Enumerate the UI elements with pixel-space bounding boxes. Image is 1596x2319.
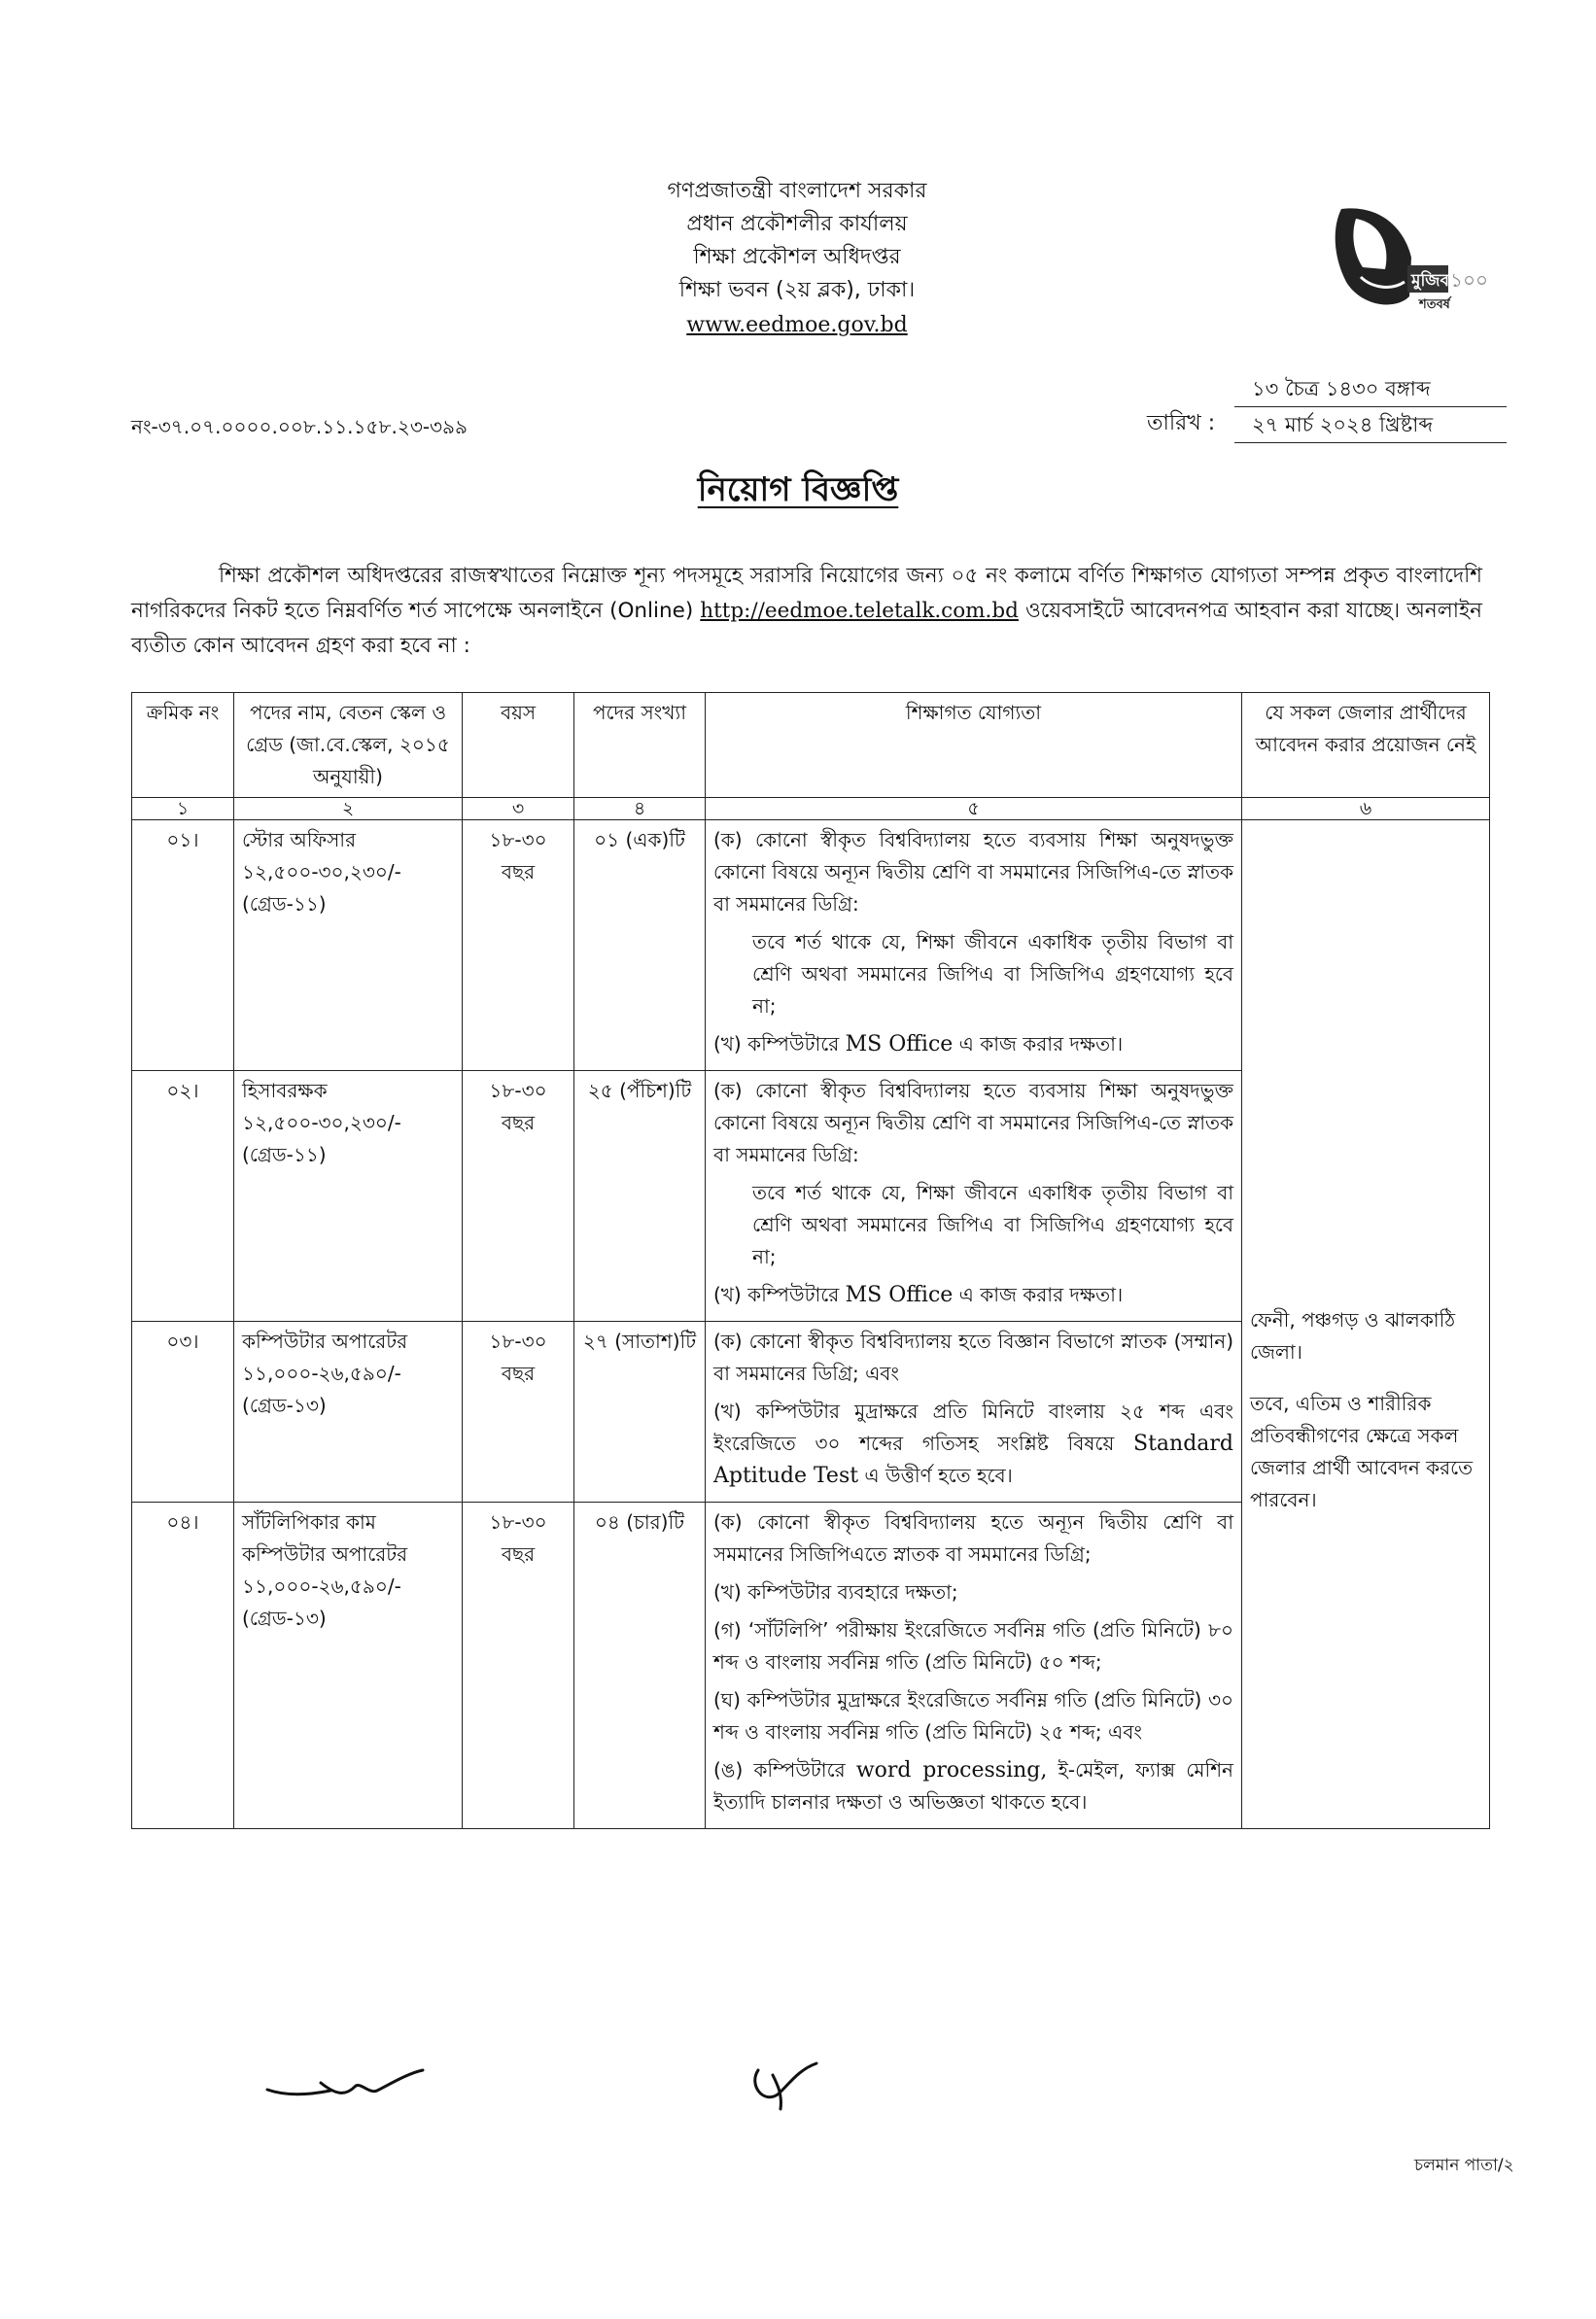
row-count: ০৪ (চার)টি <box>574 1503 706 1829</box>
row-post: কম্পিউটার অপারেটর ১১,০০০-২৬,৫৯০/- (গ্রেড-১৩) <box>234 1322 463 1503</box>
row-age: ১৮-৩০ বছর <box>463 1322 574 1503</box>
website-link[interactable]: www.eedmoe.gov.bd <box>686 313 908 337</box>
col-num: ৫ <box>706 798 1242 820</box>
row-age: ১৮-৩০ বছর <box>463 1503 574 1829</box>
row-count: ০১ (এক)টি <box>574 820 706 1071</box>
row-sn: ০১। <box>132 820 234 1071</box>
date-box <box>1234 371 1507 443</box>
application-link[interactable]: http://eedmoe.teletalk.com.bd <box>700 599 1019 623</box>
row-count: ২৫ (পঁচিশ)টি <box>574 1071 706 1322</box>
row-sn: ০৩। <box>132 1322 234 1503</box>
seal-number: ১০০ <box>1450 268 1488 292</box>
district-note-2: তবে, এতিম ও শারীরিক প্রতিবন্ধীগণের ক্ষেত্রে সকল জেলার প্রার্থী আবেদন করতে পারবেন। <box>1250 1391 1474 1511</box>
org-line-3: শিক্ষা প্রকৌশল অধিদপ্তর <box>693 245 901 269</box>
row-sn: ০২। <box>132 1071 234 1322</box>
header-district: যে সকল জেলার প্রার্থীদের আবেদন করার প্রয়োজন নেই <box>1242 693 1490 798</box>
org-website[interactable] <box>583 309 1011 342</box>
continued-page-note: চলমান পাতা/২ <box>1414 2156 1514 2175</box>
row-qualification: (ক) কোনো স্বীকৃত বিশ্ববিদ্যালয় হতে বিজ্ঞান বিভাগে স্নাতক (সম্মান) বা সমমানের ডিগ্রি; এবং (খ) কম্পিউটার মুদ্রাক্ষরে প্রতি মিনিটে বাংলায় ২৫ শব্দ এবং ইংরেজিতে ৩০ শব্দের গতিসহ সংশ্লিষ্ট বিষয়ে Standard Aptitude Test এ উত্তীর্ণ হতে হবে। <box>706 1322 1242 1503</box>
seal-subtext: শতবর্ষ <box>1419 297 1450 312</box>
date-english: ২৭ মার্চ ২০২৪ খ্রিষ্টাব্দ <box>1234 407 1507 443</box>
vacancy-table <box>131 692 1490 1829</box>
header-sn: ক্রমিক নং <box>132 693 234 798</box>
header-qualification: শিক্ষাগত যোগ্যতা <box>706 693 1242 798</box>
col-num: ৩ <box>463 798 574 820</box>
header-post: পদের নাম, বেতন স্কেল ও গ্রেড (জা.বে.স্কেল, ২০১৫ অনুযায়ী) <box>234 693 463 798</box>
row-age: ১৮-৩০ বছর <box>463 1071 574 1322</box>
district-note-1: ফেনী, পঞ্চগড় ও ঝালকাঠি জেলা। <box>1250 1307 1456 1364</box>
reference-number: নং-৩৭.০৭.০০০০.০০৮.১১.১৫৮.২৩-৩৯৯ <box>131 415 468 438</box>
notice-title: নিয়োগ বিজ্ঞপ্তি <box>697 470 899 509</box>
signature-mark-2 <box>744 2056 821 2114</box>
header-count: পদের সংখ্যা <box>574 693 706 798</box>
row-post: স্টোর অফিসার ১২,৫০০-৩০,২৩০/- (গ্রেড-১১) <box>234 820 463 1071</box>
row-qualification: (ক) কোনো স্বীকৃত বিশ্ববিদ্যালয় হতে ব্যবসায় শিক্ষা অনুষদভুক্ত কোনো বিষয়ে অন্যূন দ্বিতীয় শ্রেণি বা সমমানের সিজিপিএ-তে স্নাতক বা সমমানের ডিগ্রি: তবে শর্ত থাকে যে, শিক্ষা জীবনে একাধিক তৃতীয় বিভাগ বা শ্রেণি অথবা সমমানের জিপিএ বা সিজিপিএ গ্রহণযোগ্য হবে না; (খ) কম্পিউটারে MS Office এ কাজ করার দক্ষতা। <box>706 1071 1242 1322</box>
org-line-4: শিক্ষা ভবন (২য় ব্লক), ঢাকা। <box>678 278 916 302</box>
col-num: ২ <box>234 798 463 820</box>
table-row <box>132 820 1490 1071</box>
row-qualification: (ক) কোনো স্বীকৃত বিশ্ববিদ্যালয় হতে ব্যবসায় শিক্ষা অনুষদভুক্ত কোনো বিষয়ে অন্যূন দ্বিতীয় শ্রেণি বা সমমানের সিজিপিএ-তে স্নাতক বা সমমানের ডিগ্রি: তবে শর্ত থাকে যে, শিক্ষা জীবনে একাধিক তৃতীয় বিভাগ বা শ্রেণি অথবা সমমানের জিপিএ বা সিজিপিএ গ্রহণযোগ্য হবে না; (খ) কম্পিউটারে MS Office এ কাজ করার দক্ষতা। <box>706 820 1242 1071</box>
mujib-100-logo <box>1302 190 1497 316</box>
district-exclusion-cell <box>1242 820 1490 1829</box>
row-age: ১৮-৩০ বছর <box>463 820 574 1071</box>
col-num: ৬ <box>1242 798 1490 820</box>
row-post: সাঁটলিপিকার কাম কম্পিউটার অপারেটর ১১,০০০-২৬,৫৯০/- (গ্রেড-১৩) <box>234 1503 463 1829</box>
col-num: ৪ <box>574 798 706 820</box>
row-sn: ০৪। <box>132 1503 234 1829</box>
intro-paragraph: শিক্ষা প্রকৌশল অধিদপ্তরের রাজস্বখাতের নিম্নোক্ত শূন্য পদসমূহে সরাসরি নিয়োগের জন্য ০৫ নং কলামে বর্ণিত শিক্ষাগত যোগ্যতা সম্পন্ন প্রকৃত বাংলাদেশি নাগরিকদের নিকট হতে নিম্নবর্ণিত শর্ত সাপেক্ষে অনলাইনে (Online) http://eedmoe.teletalk.com.bd ওয়েবসাইটে আবেদনপত্র আহবান করা যাচ্ছে। অনলাইন ব্যতীত কোন আবেদন গ্রহণ করা হবে না : <box>131 564 1482 658</box>
date-bangla: ১৩ চৈত্র ১৪৩০ বঙ্গাব্দ <box>1234 371 1507 407</box>
seal-text: মুজিব <box>1411 271 1449 291</box>
header-age: বয়স <box>463 693 574 798</box>
date-label: তারিখ : <box>1147 411 1216 435</box>
table-header-row <box>132 693 1490 798</box>
row-count: ২৭ (সাতাশ)টি <box>574 1322 706 1503</box>
org-line-2: প্রধান প্রকৌশলীর কার্যালয় <box>686 212 908 236</box>
col-num: ১ <box>132 798 234 820</box>
org-line-1: গণপ্রজাতন্ত্রী বাংলাদেশ সরকার <box>667 179 927 203</box>
row-post: হিসাবরক্ষক ১২,৫০০-৩০,২৩০/- (গ্রেড-১১) <box>234 1071 463 1322</box>
signature-mark-1 <box>262 2065 428 2114</box>
column-number-row <box>132 798 1490 820</box>
row-qualification: (ক) কোনো স্বীকৃত বিশ্ববিদ্যালয় হতে অন্যূন দ্বিতীয় শ্রেণি বা সমমানের সিজিপিএতে স্নাতক বা সমমানের ডিগ্রি; (খ) কম্পিউটার ব্যবহারে দক্ষতা; (গ) ‘সাঁটলিপি’ পরীক্ষায় ইংরেজিতে সর্বনিম্ন গতি (প্রতি মিনিটে) ৮০ শব্দ ও বাংলায় সর্বনিম্ন গতি (প্রতি মিনিটে) ৫০ শব্দ; (ঘ) কম্পিউটার মুদ্রাক্ষরে ইংরেজিতে সর্বনিম্ন গতি (প্রতি মিনিটে) ৩০ শব্দ ও বাংলায় সর্বনিম্ন গতি (প্রতি মিনিটে) ২৫ শব্দ; এবং (ঙ) কম্পিউটারে word processing, ই-মেইল, ফ্যাক্স মেশিন ইত্যাদি চালনার দক্ষতা ও অভিজ্ঞতা থাকতে হবে। <box>706 1503 1242 1829</box>
